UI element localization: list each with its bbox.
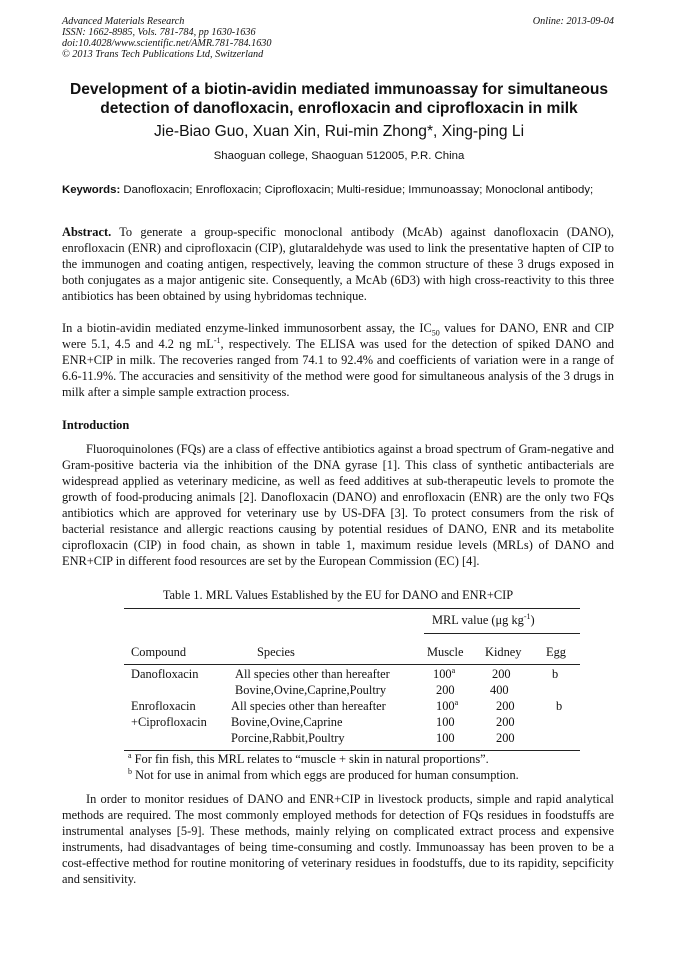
col-header-species: Species bbox=[257, 645, 295, 659]
table-cell-kidney: 200 bbox=[496, 731, 515, 745]
table-cell-egg: b bbox=[552, 667, 559, 681]
table-cell-muscle: 100 bbox=[436, 715, 455, 729]
paper-title bbox=[40, 80, 638, 118]
footnote-a: $^a$ For fin fish, this MRL relates to “muscle + skin in natural proportions”. bbox=[128, 750, 489, 766]
table-bottom-rule bbox=[124, 750, 580, 751]
mrl-group-header: MRL value (μg $kg^{-1}$) bbox=[432, 611, 535, 627]
footnote-b: $^b$ Not for use in animal from which eggs are produced for human consumption. bbox=[128, 766, 519, 782]
table-cell-species: Bovine,Ovine,Caprine,Poultry bbox=[235, 683, 387, 697]
online-date: Online: 2013-09-04 bbox=[532, 16, 614, 27]
abstract-text-1: To generate a group-specific monoclonal antibody (McAb) against danofloxacin (DANO), enrofloxacin (ENR) and ciprofloxacin (CIP), glutaraldehyde was used to link the presentative hapten of CIP to the immunogen and coating antigen, respectively, leaving the common structure of these 3 drugs exposed in both conjugates as a major antigenic site. Consequently, a McAb (6D3) with high cross-reactivity to this three antibiotics has been obtained by using hybridomas technique. bbox=[62, 225, 614, 303]
table-cell-species: All species other than hereafter bbox=[231, 699, 386, 713]
keywords-label: Keywords: bbox=[62, 184, 121, 196]
col-header-egg: Egg bbox=[546, 645, 566, 659]
authors: Jie-Biao Guo, Xuan Xin, Rui-min Zhong*, Xing-ping Li bbox=[153, 123, 525, 140]
table-cell-species: All species other than hereafter bbox=[235, 667, 390, 681]
table-cell-kidney: 200 bbox=[496, 715, 515, 729]
abstract-text-2a: In a biotin-avidin mediated enzyme-linked immunosorbent assay, the IC bbox=[62, 321, 432, 335]
table-cell-species: Porcine,Rabbit,Poultry bbox=[231, 731, 345, 745]
abstract-paragraph-1 bbox=[62, 224, 614, 304]
col-header-muscle: Muscle bbox=[427, 645, 464, 659]
table-cell-kidney: 200 bbox=[496, 699, 515, 713]
abstract-label: Abstract. bbox=[62, 225, 112, 239]
header-bottom-rule bbox=[124, 664, 580, 665]
title-line-2: detection of danofloxacin, enrofloxacin and ciprofloxacin in milk bbox=[100, 100, 578, 117]
col-header-kidney: Kidney bbox=[485, 645, 522, 659]
table-cell-muscle: 100 bbox=[436, 731, 455, 745]
doi-line: doi:10.4028/www.scientific.net/AMR.781-784.1630 bbox=[62, 38, 272, 49]
table-cell-egg: b bbox=[556, 699, 563, 713]
table-top-rule bbox=[124, 608, 580, 609]
mrl-group-rule bbox=[424, 633, 580, 634]
abstract-text-2b: values for DANO, ENR and CIP were 5.1, 4.5 and 4.2 ng mL bbox=[62, 321, 614, 351]
table-cell-species: Bovine,Ovine,Caprine bbox=[231, 715, 343, 729]
abstract-text-2c: , respectively. The ELISA was used for the detection of spiked DANO and ENR+CIP in milk. The recoveries ranged from 74.1 to 92.4% and coefficients of variation were in a range of 6.6-11.9%. The accuracies and sensitivity of the method were good for simultaneous analysis of the 3 drugs in milk after a simple sample extraction process. bbox=[62, 337, 614, 399]
table-cell-compound: +Ciprofloxacin bbox=[131, 715, 207, 729]
table-cell-muscle: 100$^a$ bbox=[433, 665, 456, 681]
issn-line: ISSN: 1662-8985, Vols. 781-784, pp 1630-1636 bbox=[62, 27, 256, 38]
table-cell-kidney: 400 bbox=[490, 683, 509, 697]
copyright-line: © 2013 Trans Tech Publications Ltd, Switzerland bbox=[62, 49, 264, 60]
introduction-heading: Introduction bbox=[62, 418, 130, 432]
table-cell-muscle: 200 bbox=[436, 683, 455, 697]
col-header-compound: Compound bbox=[131, 645, 187, 659]
table-cell-compound: Danofloxacin bbox=[131, 667, 199, 681]
keywords-text: Danofloxacin; Enrofloxacin; Ciprofloxacin; Multi-residue; Immunoassay; Monoclonal antibody; bbox=[123, 184, 594, 196]
keywords bbox=[62, 184, 614, 198]
table-caption: Table 1. MRL Values Established by the EU for DANO and ENR+CIP bbox=[162, 588, 514, 602]
title-line-1: Development of a biotin-avidin mediated immunoassay for simultaneous bbox=[69, 81, 609, 98]
table-cell-compound: Enrofloxacin bbox=[131, 699, 196, 713]
table-cell-muscle: 100$^a$ bbox=[436, 697, 459, 713]
abstract-paragraph-2 bbox=[62, 320, 614, 400]
ic50-subscript: 50 bbox=[431, 328, 440, 338]
journal-name: Advanced Materials Research bbox=[62, 16, 185, 27]
unit-superscript: -1 bbox=[213, 335, 221, 345]
table-cell-kidney: 200 bbox=[492, 667, 511, 681]
affiliation: Shaoguan college, Shaoguan 512005, P.R. China bbox=[213, 150, 465, 162]
introduction-paragraph-1: Fluoroquinolones (FQs) are a class of effective antibiotics against a broad spectrum of Gram-negative and Gram-positive bacteria via the inhibition of the DNA gyrase [1]. This class of synthetic antibacterials are widespread applied as veterinary medicine, as well as feed additives at sub-therapeutic levels to promote the growth of food-producing animals [2]. Danofloxacin (DANO) and enrofloxacin (ENR) are the only two FQs antibiotics which are approved for veterinary use by US-DFA [3]. To protect consumers from the risk of bacterial resistance and allergic reactions causing by potential residues of DANO, ENR and its metabolite ciprofloxacin (CIP) in food chain, as shown in table 1, maximum residue levels (MRLs) of DANO and ENR+CIP in different food resources are set by the European Commission (EC) [4]. bbox=[62, 442, 614, 568]
introduction-paragraph-2: In order to monitor residues of DANO and ENR+CIP in livestock products, simple and rapid analytical methods are required. The most commonly employed methods for detection of FQs residues in foodstuffs are instrumental analyses [5-9]. These methods, mainly relying on complicated extract process and expensive instruments, had disadvantages of being time-consuming and costly. Immunoassay has been proven to be a cost-effective method for routine monitoring of veterinary residues in foodstuffs, due to its rapidity, sepcificity and sensitivity. bbox=[62, 792, 614, 886]
